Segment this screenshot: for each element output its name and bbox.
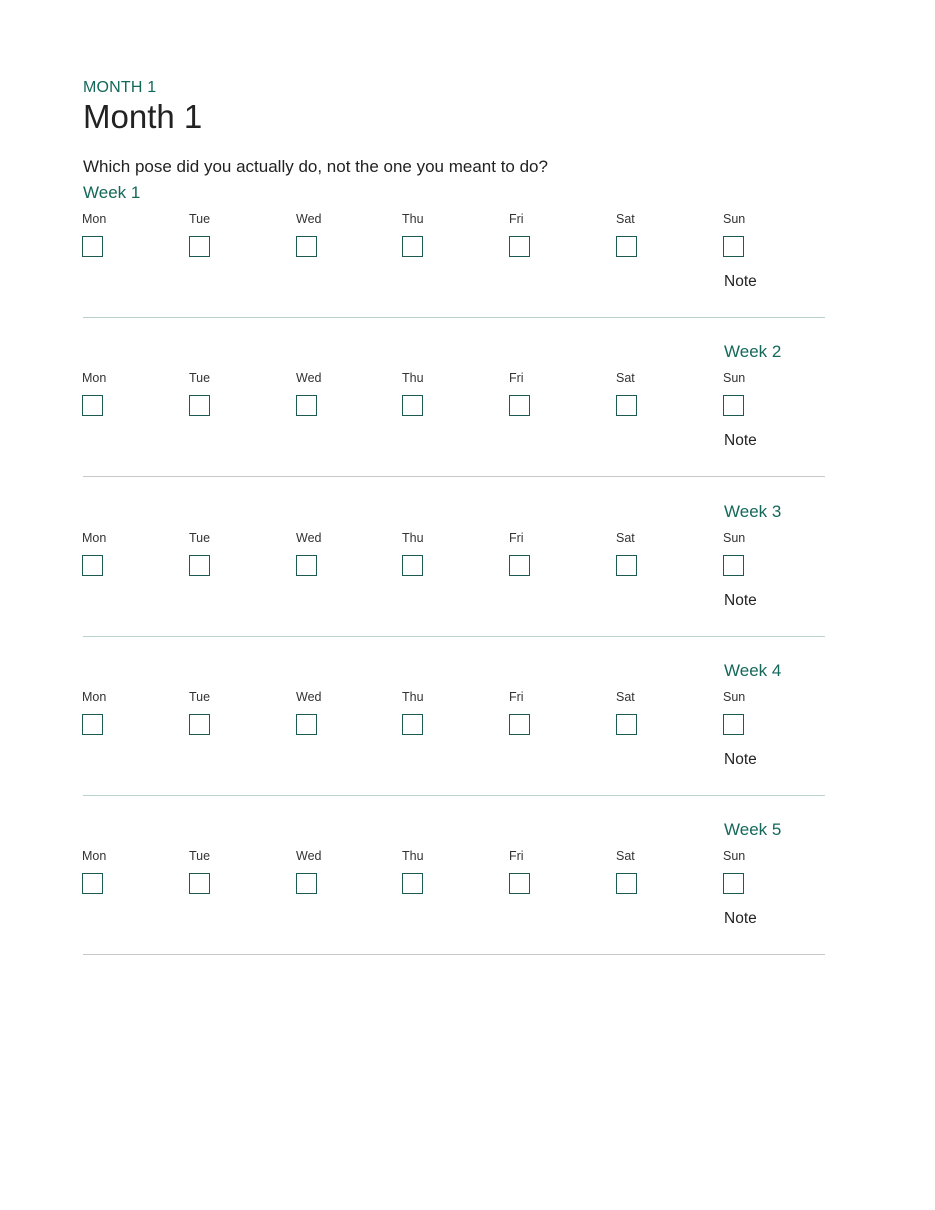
day-checkbox[interactable] [402,714,423,735]
day-label: Thu [402,371,424,385]
day-label: Mon [82,531,107,545]
day-checkbox[interactable] [296,555,317,576]
prompt-question: Which pose did you actually do, not the one you meant to do? [83,157,548,176]
week-divider [83,795,825,796]
day-checkbox[interactable] [296,873,317,894]
day-label: Fri [509,690,524,704]
day-checkbox[interactable] [189,395,210,416]
day-checkbox[interactable] [616,395,637,416]
week-title: Week 3 [724,502,782,521]
day-checkbox[interactable] [189,714,210,735]
month-eyebrow: MONTH 1 [83,79,157,96]
day-checkbox[interactable] [509,395,530,416]
day-label: Wed [296,371,322,385]
week-title: Week 5 [724,820,782,839]
day-label: Fri [509,371,524,385]
day-label: Wed [296,849,322,863]
day-checkbox[interactable] [189,236,210,257]
note-label: Note [724,910,757,927]
day-checkbox[interactable] [402,873,423,894]
day-label: Mon [82,849,107,863]
day-label: Sat [616,212,635,226]
day-label: Sun [723,849,746,863]
day-label: Thu [402,531,424,545]
day-label: Sat [616,849,635,863]
week-divider [83,476,825,477]
week-divider [83,636,825,637]
week-divider [83,954,825,955]
day-label: Tue [189,849,211,863]
note-label: Note [724,751,757,768]
week-divider [83,317,825,318]
note-label: Note [724,592,757,609]
week-title: Week 2 [724,342,782,361]
day-checkbox[interactable] [509,873,530,894]
week-section [83,342,825,502]
day-checkbox[interactable] [82,236,103,257]
page-title: Month 1 [83,98,203,135]
day-checkbox[interactable] [82,395,103,416]
day-label: Sun [723,212,746,226]
day-checkbox[interactable] [723,873,744,894]
day-label: Fri [509,212,524,226]
day-label: Wed [296,212,322,226]
day-label: Tue [189,371,211,385]
day-label: Fri [509,849,524,863]
day-label: Sat [616,690,635,704]
day-checkbox[interactable] [616,873,637,894]
day-label: Sun [723,531,746,545]
day-checkbox[interactable] [509,714,530,735]
day-checkbox[interactable] [82,555,103,576]
day-label: Mon [82,212,107,226]
day-checkbox[interactable] [616,236,637,257]
day-label: Tue [189,212,211,226]
day-label: Fri [509,531,524,545]
day-checkbox[interactable] [296,714,317,735]
week-section [83,820,825,980]
day-checkbox[interactable] [296,395,317,416]
note-label: Note [724,273,757,290]
day-label: Tue [189,690,211,704]
week-title: Week 1 [83,183,141,202]
day-label: Mon [82,371,107,385]
day-label: Sat [616,371,635,385]
day-checkbox[interactable] [509,236,530,257]
note-label: Note [724,432,757,449]
day-label: Wed [296,531,322,545]
day-checkbox[interactable] [723,714,744,735]
day-label: Thu [402,212,424,226]
day-checkbox[interactable] [189,873,210,894]
day-label: Tue [189,531,211,545]
day-checkbox[interactable] [189,555,210,576]
day-label: Thu [402,690,424,704]
day-checkbox[interactable] [723,395,744,416]
day-checkbox[interactable] [82,873,103,894]
day-checkbox[interactable] [509,555,530,576]
week-section [83,183,825,343]
day-label: Mon [82,690,107,704]
day-label: Sun [723,690,746,704]
day-checkbox[interactable] [723,236,744,257]
day-label: Wed [296,690,322,704]
day-checkbox[interactable] [723,555,744,576]
week-section [83,502,825,662]
day-checkbox[interactable] [296,236,317,257]
day-checkbox[interactable] [402,236,423,257]
week-section [83,661,825,821]
day-label: Sat [616,531,635,545]
day-checkbox[interactable] [82,714,103,735]
day-checkbox[interactable] [402,555,423,576]
day-checkbox[interactable] [402,395,423,416]
day-checkbox[interactable] [616,714,637,735]
day-label: Thu [402,849,424,863]
week-title: Week 4 [724,661,782,680]
day-checkbox[interactable] [616,555,637,576]
day-label: Sun [723,371,746,385]
